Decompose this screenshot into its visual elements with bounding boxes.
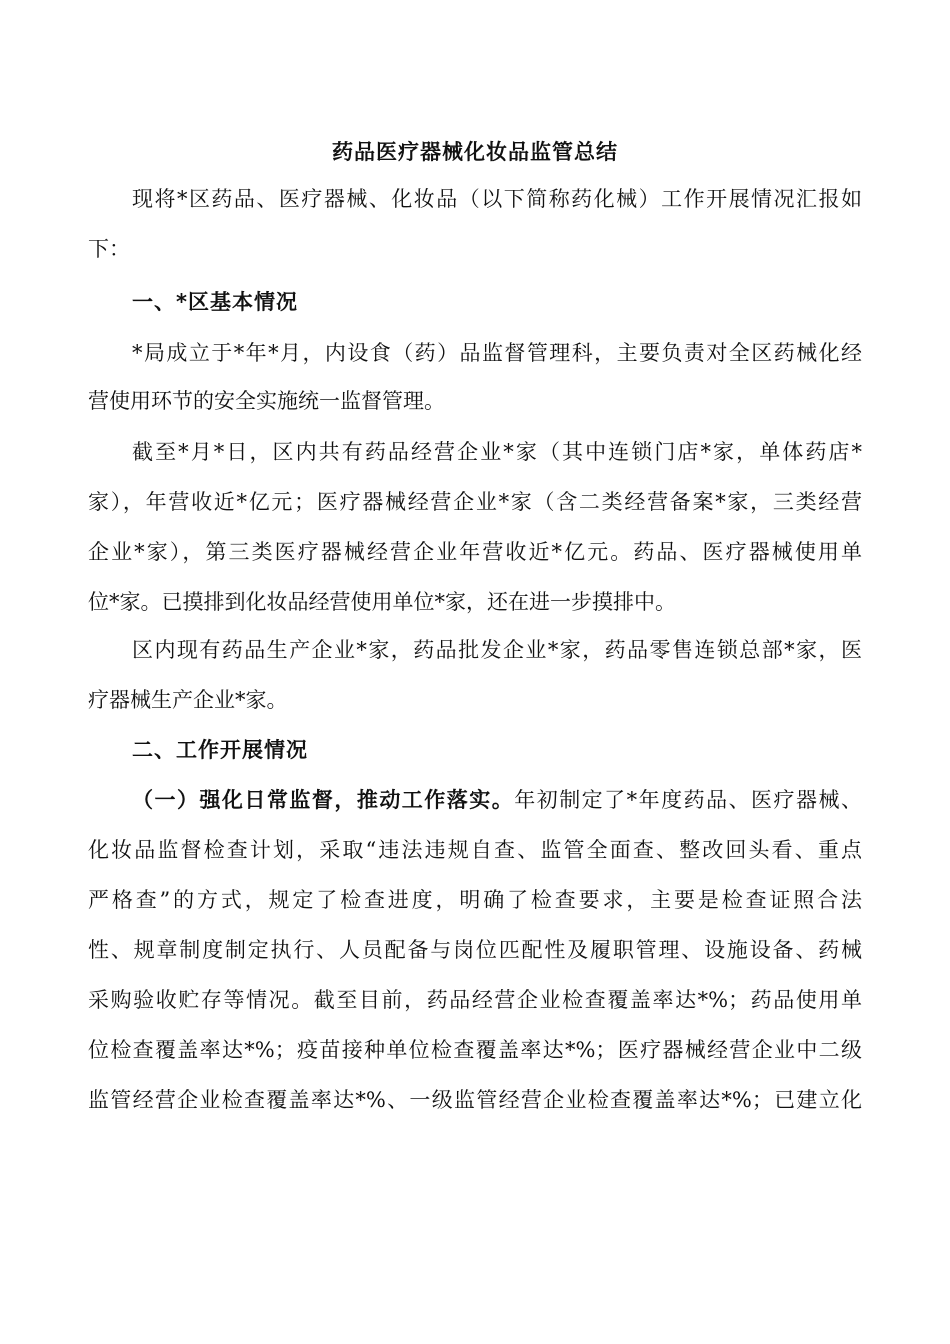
s1-p2-line-1: 截至*月*日，区内共有药品经营企业*家（其中连锁门店*家，单体药店*	[132, 440, 862, 464]
s2-p1-line-1-rest: 年初制定了*年度药品、医疗器械、	[514, 788, 862, 812]
s2-p1-line-3: 严格查”的方式，规定了检查进度，明确了检查要求，主要是检查证照合法	[88, 888, 862, 912]
s2-p1-line-5: 采购验收贮存等情况。截至目前，药品经营企业检查覆盖率达*%；药品使用单	[88, 988, 862, 1012]
s1-p2-line-3: 企业*家），第三类医疗器械经营企业年营收近*亿元。药品、医疗器械使用单	[88, 540, 862, 564]
s1-p3-line-2: 疗器械生产企业*家。	[88, 688, 288, 712]
intro-line-2: 下：	[88, 237, 130, 261]
s2-p1-lead: （一）强化日常监督，推动工作落实。	[132, 788, 515, 812]
s2-p1-line-2: 化妆品监督检查计划，采取“违法违规自查、监管全面查、整改回头看、重点	[88, 838, 862, 862]
s1-p1-line-1: *局成立于*年*月，内设食（药）品监督管理科，主要负责对全区药械化经	[132, 341, 862, 365]
s1-p1-line-2: 营使用环节的安全实施统一监督管理。	[88, 389, 445, 413]
s1-p3-line-1: 区内现有药品生产企业*家，药品批发企业*家，药品零售连锁总部*家，医	[132, 638, 862, 662]
section-1-heading: 一、*区基本情况	[132, 290, 298, 314]
s1-p2-line-2: 家），年营收近*亿元；医疗器械经营企业*家（含二类经营备案*家，三类经营	[88, 490, 862, 514]
document-title: 药品医疗器械化妆品监管总结	[332, 140, 618, 164]
s1-p2-line-4: 位*家。已摸排到化妆品经营使用单位*家，还在进一步摸排中。	[88, 590, 676, 614]
section-2-heading: 二、工作开展情况	[132, 738, 308, 762]
s2-p1-line-1	[132, 785, 862, 815]
s2-p1-line-4: 性、规章制度制定执行、人员配备与岗位匹配性及履职管理、设施设备、药械	[88, 938, 862, 962]
intro-line-1: 现将*区药品、医疗器械、化妆品（以下简称药化械）工作开展情况汇报如	[132, 187, 862, 211]
s2-p1-line-7: 监管经营企业检查覆盖率达*%、一级监管经营企业检查覆盖率达*%；已建立化	[88, 1088, 862, 1112]
s2-p1-line-6: 位检查覆盖率达*%；疫苗接种单位检查覆盖率达*%；医疗器械经营企业中二级	[88, 1038, 862, 1062]
